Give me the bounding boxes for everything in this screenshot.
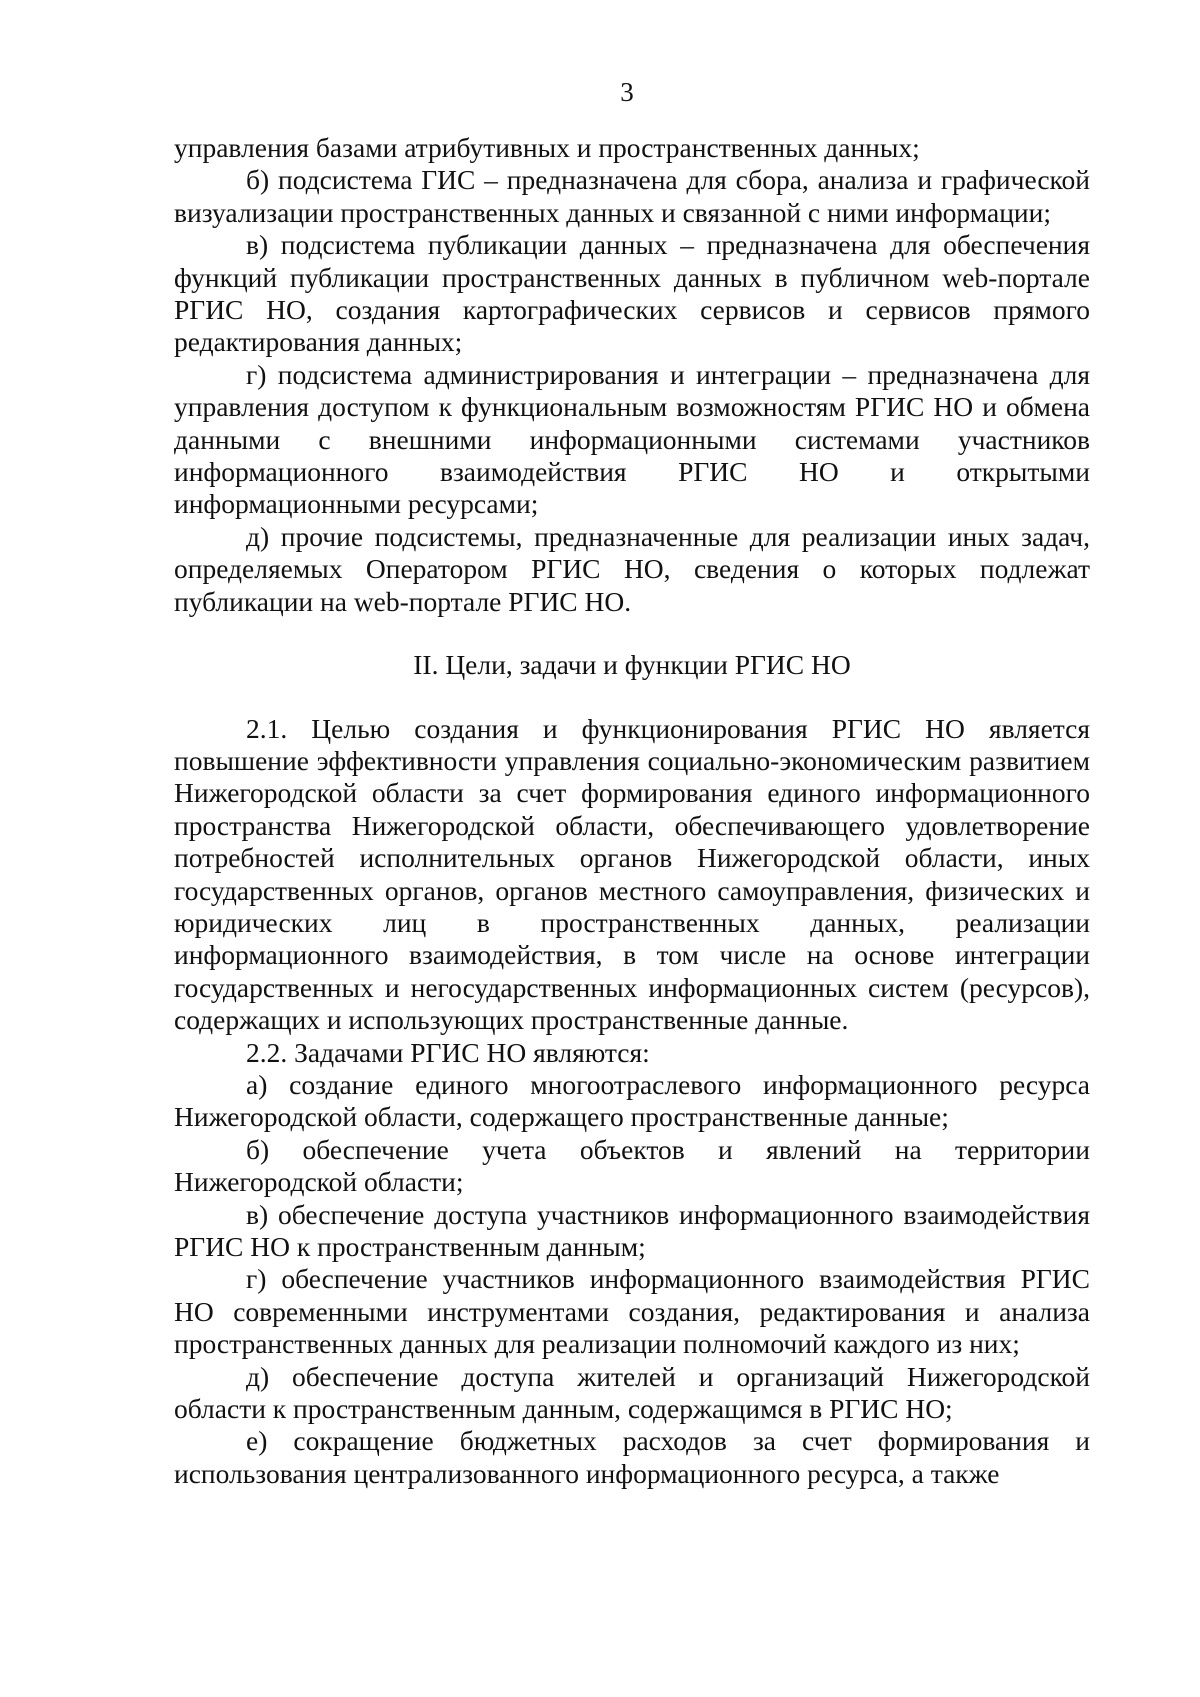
paragraph-task-e: е) сокращение бюджетных расходов за счет формирования и использования централизованного информационного ресурса, а также (174, 1425, 1090, 1489)
paragraph-task-a: а) создание единого многоотраслевого информационного ресурса Нижегородской области, содержащего пространственные данные; (174, 1068, 1090, 1133)
paragraph-task-g: г) обеспечение участников информационного взаимодействия РГИС НО современными инструментами создания, редактирования и анализа пространственных данных для реализации полномочий каждого из них; (174, 1263, 1090, 1360)
paragraph-subsystem-other: д) прочие подсистемы, предназначенные для реализации иных задач, определяемых Оператором РГИС НО, сведения о которых подлежат публикации на web-портале РГИС НО. (174, 520, 1090, 617)
paragraph-continuation: управления базами атрибутивных и пространственных данных; (174, 132, 920, 163)
document-body (174, 132, 1090, 1490)
paragraph-task-v: в) обеспечение доступа участников информационного взаимодействия РГИС НО к пространственным данным; (174, 1198, 1090, 1262)
paragraph-subsystem-administration: г) подсистема администрирования и интеграции – предназначена для управления доступом к функциональным возможностям РГИС НО и обмена данными с внешними информационными системами участников информационного взаимодействия РГИС НО и открытыми информационными ресурсами; (174, 358, 1090, 520)
paragraph-2-2-tasks: 2.2. Задачами РГИС НО являются: (246, 1036, 650, 1068)
page-number: 3 (620, 77, 634, 107)
paragraph-subsystem-publication: в) подсистема публикации данных – предназначена для обеспечения функций публикации пространственных данных в публичном web-портале РГИС НО, создания картографических сервисов и сервисов прямого редактирования данных; (174, 229, 1090, 358)
paragraph-task-b: б) обеспечение учета объектов и явлений на территории Нижегородской области; (174, 1133, 1090, 1198)
paragraph-2-1-goal: 2.1. Целью создания и функционирования РГИС НО является повышение эффективности управления социально-экономическим развитием Нижегородской области за счет формирования единого информационного пространства Нижегородской области, обеспечивающего удовлетворение потребностей исполнительных органов Нижегородской области, иных государственных органов, органов местного самоуправления, физических и юридических лиц в пространственных данных, реализации информационного взаимодействия, в том числе на основе интеграции государственных и негосударственных информационных систем (ресурсов), содержащих и использующих пространственные данные. (174, 712, 1090, 1036)
paragraph-subsystem-gis: б) подсистема ГИС – предназначена для сбора, анализа и графической визуализации пространственных данных и связанной с ними информации; (174, 164, 1090, 228)
section-heading: II. Цели, задачи и функции РГИС НО (413, 649, 851, 681)
paragraph-task-d: д) обеспечение доступа жителей и организаций Нижегородской области к пространственным данным, содержащимся в РГИС НО; (174, 1360, 1090, 1425)
